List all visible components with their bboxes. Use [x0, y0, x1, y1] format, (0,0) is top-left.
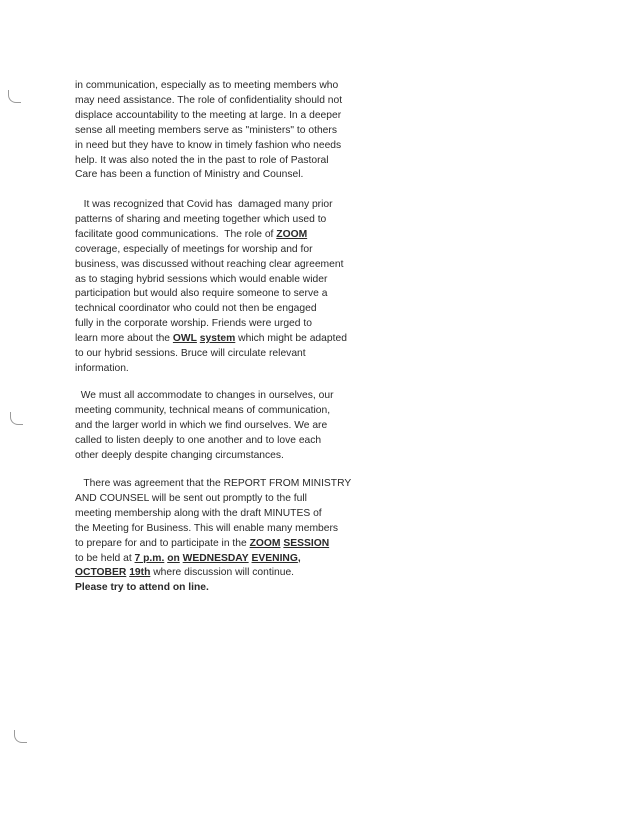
paragraph-line: AND COUNSEL will be sent out promptly to the full: [75, 492, 307, 504]
paragraph-line: the Meeting for Business. This will enable many members: [75, 522, 339, 534]
line-text: ,: [297, 552, 301, 564]
binder-hole-mark-middle: [10, 412, 23, 425]
paragraph-accommodate-changes: [75, 389, 385, 464]
paragraph-line: help. It was also noted the in the past to role of Pastoral: [75, 154, 329, 166]
on-keyword: on: [167, 552, 180, 564]
session-keyword: SESSION: [283, 537, 330, 549]
paragraph-pastoral-care: [75, 79, 385, 183]
line-text: learn more about the: [75, 333, 173, 345]
paragraph-line: patterns of sharing and meeting together which used to: [75, 213, 327, 225]
month-keyword: OCTOBER: [75, 567, 127, 579]
paragraph-line: meeting membership along with the draft MINUTES of: [75, 507, 322, 519]
line-text: to prepare for and to participate in the: [75, 537, 250, 549]
paragraph-zoom-session: [75, 477, 385, 596]
paragraph-line: may need assistance. The role of confidentiality should not: [75, 94, 343, 106]
paragraph-line: meeting community, technical means of communication,: [75, 404, 331, 416]
paragraph-line: displace accountability to the meeting at large. In a deeper: [75, 109, 342, 121]
paragraph-line: as to staging hybrid sessions which would enable wider: [75, 273, 328, 285]
line-text: to be held at: [75, 552, 135, 564]
system-keyword: system: [199, 333, 236, 345]
paragraph-line: information.: [75, 362, 129, 374]
paragraph-line: It was recognized that Covid has damaged many prior: [75, 199, 333, 210]
paragraph-line: business, was discussed without reaching clear agreement: [75, 258, 344, 270]
line-text: where discussion will continue.: [150, 567, 295, 579]
paragraph-line: and the larger world in which we find ourselves. We are: [75, 419, 328, 431]
paragraph-line: We must all accommodate to changes in ourselves, our: [75, 390, 334, 401]
binder-hole-mark-top: [8, 90, 21, 103]
day-keyword: 19th: [129, 567, 151, 579]
line-text: facilitate good communications. The role of: [75, 228, 277, 240]
line-text: which might be adapted: [235, 333, 347, 345]
paragraph-line: fully in the corporate worship. Friends were urged to: [75, 318, 312, 330]
paragraph-line: [75, 552, 385, 567]
zoom-keyword: ZOOM: [276, 228, 308, 240]
paragraph-line: other deeply despite changing circumstances.: [75, 449, 284, 461]
paragraph-line: [75, 332, 385, 347]
paragraph-line: to our hybrid sessions. Bruce will circulate relevant: [75, 348, 306, 360]
time-keyword: 7 p.m.: [134, 552, 165, 564]
paragraph-line: participation but would also require someone to serve a: [75, 288, 328, 300]
zoom-keyword: ZOOM: [249, 537, 281, 549]
paragraph-line: in communication, especially as to meeting members who: [75, 80, 339, 91]
owl-keyword: OWL: [172, 333, 197, 345]
paragraph-line: [75, 566, 385, 581]
paragraph-line: [75, 228, 385, 243]
paragraph-line: Care has been a function of Ministry and Counsel.: [75, 169, 304, 181]
paragraph-line: sense all meeting members serve as "ministers" to others: [75, 124, 337, 136]
weekday-keyword: WEDNESDAY: [182, 552, 249, 564]
paragraph-line: called to listen deeply to one another and to love each: [75, 434, 322, 446]
paragraph-line: coverage, especially of meetings for worship and for: [75, 243, 313, 255]
evening-keyword: EVENING: [251, 552, 298, 564]
binder-hole-mark-bottom: [14, 730, 27, 743]
paragraph-line: in need but they have to know in timely fashion who needs: [75, 139, 342, 151]
paragraph-line: There was agreement that the REPORT FROM MINISTRY: [75, 478, 352, 489]
closing-request: Please try to attend on line.: [75, 582, 209, 594]
paragraph-line: [75, 537, 385, 552]
paragraph-covid-zoom: [75, 198, 385, 377]
paragraph-line: technical coordinator who could not then be engaged: [75, 303, 317, 315]
